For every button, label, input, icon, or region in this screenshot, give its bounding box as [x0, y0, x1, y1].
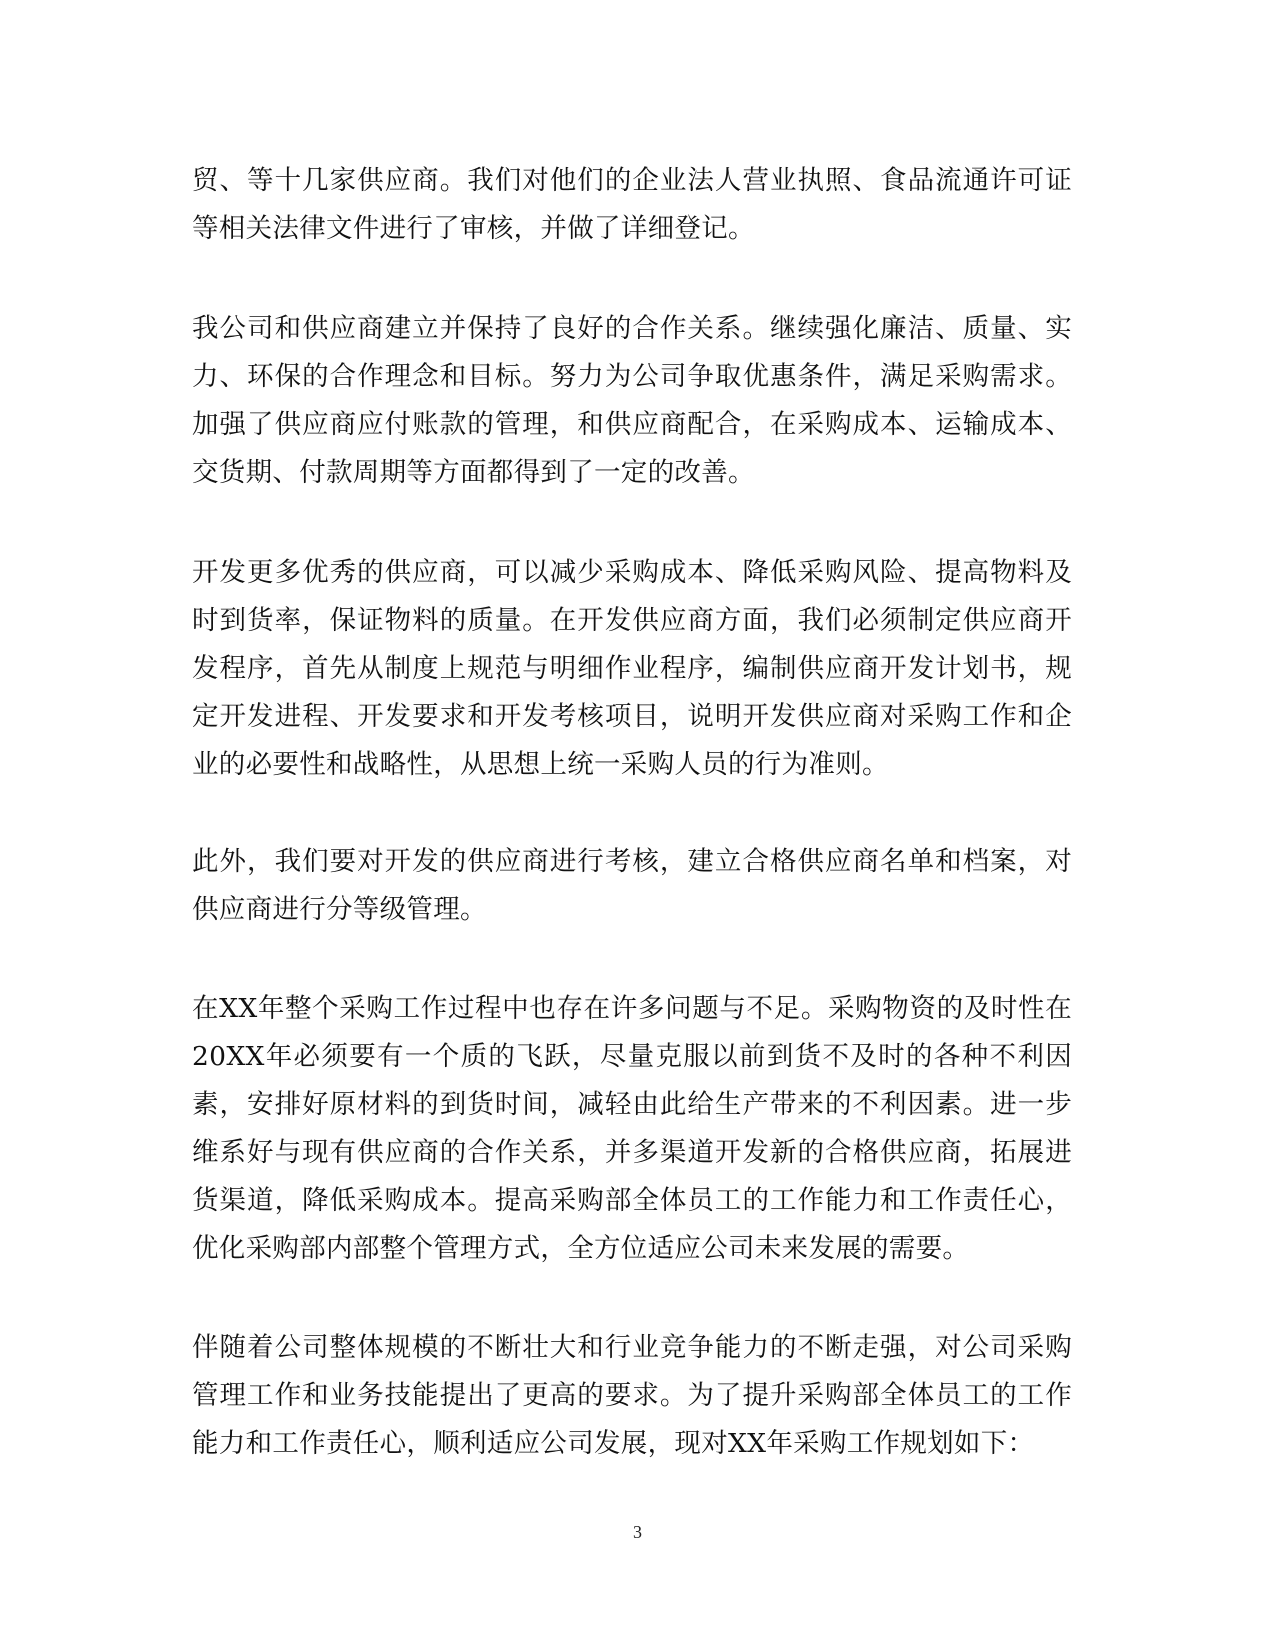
paragraph-work-plan-intro: 伴随着公司整体规模的不断壮大和行业竞争能力的不断走强，对公司采购管理工作和业务技能提出了更高的要求。为了提升采购部全体员工的工作能力和工作责任心，顺利适应公司发展，现对XX年采购工作规划如下： — [192, 1332, 1072, 1459]
page-number: 3 — [633, 1522, 642, 1542]
paragraph-problems-shortcomings: 在XX年整个采购工作过程中也存在许多问题与不足。采购物资的及时性在20XX年必须要有一个质的飞跃，尽量克服以前到货不及时的各种不利因素，安排好原材料的到货时间，减轻由此给生产带来的不利因素。进一步维系好与现有供应商的合作关系，并多渠道开发新的合格供应商，拓展进货渠道，降低采购成本。提高采购部全体员工的工作能力和工作责任心，优化采购部内部整个管理方式，全方位适应公司未来发展的需要。 — [192, 993, 1072, 1264]
paragraph-supplier-registration: 贸、等十几家供应商。我们对他们的企业法人营业执照、食品流通许可证等相关法律文件进行了审核，并做了详细登记。 — [192, 165, 1072, 244]
paragraph-supplier-cooperation: 我公司和供应商建立并保持了良好的合作关系。继续强化廉洁、质量、实力、环保的合作理念和目标。努力为公司争取优惠条件，满足采购需求。加强了供应商应付账款的管理，和供应商配合，在采购成本、运输成本、交货期、付款周期等方面都得到了一定的改善。 — [192, 313, 1072, 488]
paragraph-supplier-assessment: 此外，我们要对开发的供应商进行考核，建立合格供应商名单和档案，对供应商进行分等级管理。 — [192, 846, 1072, 925]
paragraph-supplier-development: 开发更多优秀的供应商，可以减少采购成本、降低采购风险、提高物料及时到货率，保证物料的质量。在开发供应商方面，我们必须制定供应商开发程序，首先从制度上规范与明细作业程序，编制供应商开发计划书，规定开发进程、开发要求和开发考核项目，说明开发供应商对采购工作和企业的必要性和战略性，从思想上统一采购人员的行为准则。 — [192, 557, 1072, 780]
